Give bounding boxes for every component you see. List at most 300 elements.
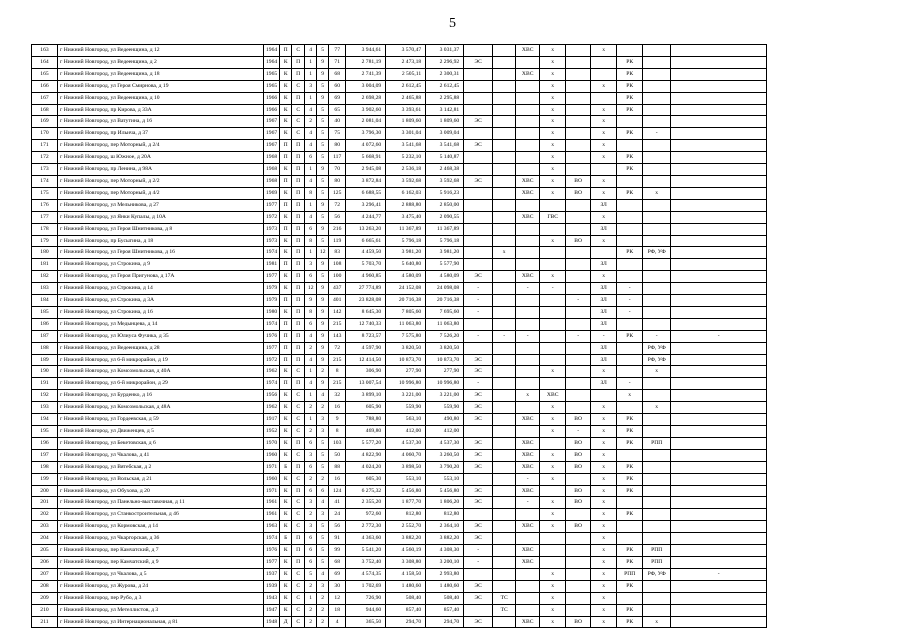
cell-col-extra [671,556,767,568]
cell-col-drainage [566,473,591,485]
cell-col-hot-water [540,354,566,366]
cell-entrances: 8 [305,306,317,318]
cell-col-drainage: ВО [566,485,591,497]
cell-col-facade [643,164,671,176]
cell-col-electric: ЭС [464,116,493,128]
cell-living-area: 2 552,70 [386,521,426,533]
cell-building-type: П [292,187,305,199]
cell-col-roof [617,402,643,414]
cell-apartments: 80 [329,175,346,187]
cell-col-gas: х [591,211,617,223]
cell-year-built: 1917 [264,414,280,426]
cell-col-heat [493,414,516,426]
cell-col-electric [464,235,493,247]
cell-col-facade [643,497,671,509]
cell-col-hot-water: х [540,497,566,509]
cell-col-cold-water [516,306,540,318]
cell-residential-area: 857,40 [426,604,464,616]
cell-residential-area: 4 537,30 [426,437,464,449]
cell-residential-area: 3 790,20 [426,461,464,473]
cell-col-roof: РК [617,580,643,592]
cell-wall-material: К [280,497,292,509]
cell-col-gas: х [591,604,617,616]
cell-floors: 9 [317,92,329,104]
cell-col-roof [617,449,643,461]
cell-building-type: П [292,306,305,318]
table-row [32,306,767,318]
cell-entrances: 1 [305,366,317,378]
cell-col-heat [493,223,516,235]
cell-wall-material: П [280,223,292,235]
cell-col-roof: - [617,295,643,307]
cell-col-drainage [566,556,591,568]
cell-total-area: 6 665,61 [346,235,386,247]
cell-floors: 5 [317,187,329,199]
cell-wall-material: П [280,140,292,152]
cell-col-heat [493,426,516,438]
cell-living-area: 2 473,18 [386,56,426,68]
cell-residential-area: 11 367,89 [426,223,464,235]
cell-col-gas: ЗЛ [591,199,617,211]
cell-row-number: 197 [32,449,58,461]
cell-col-electric: ЭС [464,271,493,283]
table-row [32,521,767,533]
cell-apartments: 71 [329,56,346,68]
cell-residential-area: 5 916,23 [426,187,464,199]
cell-apartments: 99 [329,545,346,557]
cell-col-electric: ЭС [464,521,493,533]
cell-col-cold-water [516,568,540,580]
cell-col-electric: ЭС [464,366,493,378]
cell-col-facade [643,259,671,271]
cell-floors: 4 [317,568,329,580]
cell-col-facade: РФ, УФ [643,247,671,259]
cell-col-extra [671,616,767,628]
cell-address: г Нижний Новгород, ул Строкина, д 3А [58,295,264,307]
cell-living-area: 5 796,18 [386,235,426,247]
page-number: 5 [449,16,456,31]
cell-living-area: 3 221,00 [386,390,426,402]
cell-col-drainage [566,152,591,164]
cell-col-extra: - [671,330,767,342]
cell-col-electric: ЭС [464,461,493,473]
cell-col-hot-water: х [540,235,566,247]
cell-apartments: 215 [329,318,346,330]
cell-total-area: 605,30 [346,473,386,485]
cell-col-gas: х [591,556,617,568]
cell-col-hot-water [540,199,566,211]
cell-address: г Нижний Новгород, ул Ведеенщина, д 28 [58,342,264,354]
cell-residential-area: 10 873,70 [426,354,464,366]
cell-building-type: П [292,259,305,271]
cell-col-drainage: ВО [566,521,591,533]
cell-wall-material: К [280,604,292,616]
cell-row-number: 170 [32,128,58,140]
cell-address: г Нижний Новгород, пер Моторный, д 4/2 [58,187,264,199]
cell-apartments: 77 [329,45,346,57]
cell-col-hot-water [540,437,566,449]
cell-residential-area: 277,90 [426,366,464,378]
cell-col-cold-water: - [516,283,540,295]
table-row [32,414,767,426]
cell-wall-material: К [280,247,292,259]
cell-col-drainage: ВО [566,449,591,461]
cell-col-gas: х [591,175,617,187]
cell-building-type: П [292,271,305,283]
cell-col-roof: РК [617,56,643,68]
cell-col-drainage: ВО [566,235,591,247]
cell-col-roof: РК [617,92,643,104]
cell-col-facade [643,378,671,390]
cell-total-area: 5 668,91 [346,152,386,164]
cell-year-built: 1947 [264,604,280,616]
cell-building-type: С [292,414,305,426]
cell-year-built: 1969 [264,187,280,199]
cell-residential-area: 553,10 [426,473,464,485]
cell-col-extra [671,164,767,176]
cell-living-area: 3 820,50 [386,342,426,354]
cell-col-electric: - [464,295,493,307]
cell-entrances: 4 [305,104,317,116]
cell-col-drainage [566,223,591,235]
cell-apartments: 72 [329,342,346,354]
cell-col-hot-water: х [540,140,566,152]
cell-living-area: 3 393,61 [386,104,426,116]
cell-total-area: 3 796,30 [346,128,386,140]
cell-apartments: 215 [329,378,346,390]
cell-row-number: 167 [32,92,58,104]
cell-col-gas: х [591,104,617,116]
cell-col-roof [617,521,643,533]
cell-address: г Нижний Новгород, ул Ведеенщина, д 10 [58,92,264,104]
cell-row-number: 209 [32,592,58,604]
cell-col-heat [493,616,516,628]
cell-col-extra [671,175,767,187]
cell-row-number: 178 [32,223,58,235]
cell-row-number: 199 [32,473,58,485]
cell-row-number: 201 [32,497,58,509]
cell-col-electric [464,509,493,521]
table-row [32,45,767,57]
cell-address: г Нижний Новгород, ул Вятебская, д 2 [58,461,264,473]
cell-wall-material: К [280,104,292,116]
cell-col-cold-water: - [516,473,540,485]
cell-year-built: 1956 [264,390,280,402]
cell-col-hot-water: х [540,580,566,592]
cell-wall-material: К [280,556,292,568]
cell-apartments: 69 [329,92,346,104]
table-row [32,473,767,485]
cell-col-facade [643,592,671,604]
cell-col-roof: РК [617,330,643,342]
cell-col-drainage [566,211,591,223]
cell-col-hot-water [540,378,566,390]
cell-floors: 4 [317,390,329,402]
cell-residential-area: 559,90 [426,402,464,414]
cell-col-roof [617,235,643,247]
cell-floors: 9 [317,223,329,235]
cell-total-area: 12 740,33 [346,318,386,330]
cell-year-built: 1973 [264,223,280,235]
cell-col-cold-water: ХВС [516,414,540,426]
table-row [32,604,767,616]
cell-building-type: С [292,604,305,616]
cell-year-built: 1962 [264,366,280,378]
cell-col-cold-water [516,223,540,235]
cell-floors: 9 [317,378,329,390]
cell-residential-area: 3 981,20 [426,247,464,259]
cell-col-extra [671,533,767,545]
cell-floors: 9 [317,295,329,307]
cell-address: г Нижний Новгород, пер Моторный, д 2/4 [58,140,264,152]
table-row [32,235,767,247]
cell-col-electric: - [464,330,493,342]
cell-col-extra [671,437,767,449]
cell-wall-material: К [280,211,292,223]
cell-col-hot-water: х [540,521,566,533]
cell-entrances: 3 [305,449,317,461]
cell-entrances: 4 [305,175,317,187]
cell-wall-material: К [280,509,292,521]
cell-col-heat [493,390,516,402]
cell-col-extra [671,295,767,307]
cell-floors: 2 [317,402,329,414]
cell-address: г Нижний Новгород, ул Героя Смирнова, д 19 [58,80,264,92]
cell-apartments: 124 [329,485,346,497]
cell-col-electric: ЭС [464,592,493,604]
cell-col-hot-water: х [540,509,566,521]
cell-col-facade: РПП [643,437,671,449]
housing-registry-sheet [31,44,767,628]
cell-col-hot-water [540,318,566,330]
cell-col-heat [493,366,516,378]
cell-total-area: 27 774,89 [346,283,386,295]
cell-col-extra [671,366,767,378]
cell-address: г Нижний Новгород, ул Чкалова, д 41 [58,449,264,461]
cell-col-drainage [566,509,591,521]
cell-living-area: 3 898,50 [386,461,426,473]
cell-col-cold-water: ХВС [516,449,540,461]
cell-col-hot-water: х [540,604,566,616]
cell-floors: 9 [317,56,329,68]
cell-building-type: П [292,164,305,176]
cell-col-drainage [566,56,591,68]
cell-living-area: 3 570,47 [386,45,426,57]
cell-col-facade [643,56,671,68]
cell-address: г Нижний Новгород, ул Юлиуса Фучика, д 35 [58,330,264,342]
cell-col-electric [464,128,493,140]
cell-col-electric [464,211,493,223]
cell-col-gas: ЗЛ [591,354,617,366]
cell-address: г Нижний Новгород, ул Станкостроительная, д 46 [58,509,264,521]
cell-building-type: П [292,68,305,80]
cell-col-heat [493,473,516,485]
cell-col-cold-water [516,80,540,92]
cell-year-built: 1961 [264,509,280,521]
cell-entrances: 6 [305,318,317,330]
cell-building-type: С [292,568,305,580]
cell-apartments: 68 [329,68,346,80]
cell-col-drainage [566,259,591,271]
cell-floors: 9 [317,354,329,366]
cell-col-roof: РК [617,509,643,521]
cell-floors: 5 [317,437,329,449]
cell-total-area: 469,80 [346,426,386,438]
cell-row-number: 192 [32,390,58,402]
cell-col-extra [671,509,767,521]
table-row [32,283,767,295]
cell-residential-area: 2 468,38 [426,164,464,176]
cell-wall-material: Д [280,616,292,628]
table-body [32,45,767,628]
cell-residential-area: 1 480,60 [426,580,464,592]
cell-col-heat [493,92,516,104]
cell-col-drainage [566,199,591,211]
table-row [32,568,767,580]
cell-col-drainage [566,545,591,557]
table-row [32,295,767,307]
table-row [32,164,767,176]
cell-total-area: 4 244,77 [346,211,386,223]
cell-col-cold-water [516,92,540,104]
cell-col-hot-water [540,259,566,271]
cell-living-area: 3 475,40 [386,211,426,223]
cell-building-type: П [292,330,305,342]
cell-living-area: 3 981,20 [386,247,426,259]
cell-col-electric: - [464,378,493,390]
cell-building-type: П [292,342,305,354]
cell-year-built: 1967 [264,128,280,140]
cell-building-type: П [292,461,305,473]
table-row [32,199,767,211]
cell-living-area: 3 301,04 [386,128,426,140]
cell-entrances: 4 [305,128,317,140]
cell-address: г Нижний Новгород, ул Гордеевская, д 59 [58,414,264,426]
cell-col-drainage: ВО [566,616,591,628]
cell-col-cold-water [516,56,540,68]
cell-year-built: 1963 [264,521,280,533]
cell-total-area: 3 899,10 [346,390,386,402]
cell-residential-area: 2 993,80 [426,568,464,580]
cell-col-hot-water: х [540,402,566,414]
cell-residential-area: 2 090,55 [426,211,464,223]
cell-year-built: 1971 [264,485,280,497]
cell-residential-area: 4 580,09 [426,271,464,283]
table-row [32,271,767,283]
cell-col-roof: - [617,306,643,318]
cell-floors: 5 [317,152,329,164]
cell-col-gas: х [591,580,617,592]
cell-floors: 5 [317,128,329,140]
cell-apartments: 91 [329,533,346,545]
cell-col-cold-water [516,104,540,116]
cell-address: г Нижний Новгород, ул Мельникова, д 27 [58,199,264,211]
cell-col-roof [617,199,643,211]
cell-year-built: 1970 [264,437,280,449]
table-row [32,342,767,354]
cell-entrances: 2 [305,402,317,414]
cell-col-hot-water [540,485,566,497]
cell-col-roof [617,592,643,604]
cell-wall-material: К [280,271,292,283]
cell-col-heat [493,354,516,366]
cell-apartments: 215 [329,354,346,366]
cell-year-built: 1981 [264,259,280,271]
cell-col-facade: х [643,187,671,199]
cell-col-hot-water: х [540,366,566,378]
cell-total-area: 3 902,60 [346,104,386,116]
cell-entrances: 2 [305,580,317,592]
cell-apartments: 56 [329,211,346,223]
cell-apartments: 32 [329,390,346,402]
cell-col-cold-water: ХВС [516,485,540,497]
cell-year-built: 1965 [264,80,280,92]
cell-address: г Нижний Новгород, ул Панельно-выставочная, д 11 [58,497,264,509]
cell-col-extra [671,318,767,330]
cell-living-area: 20 716,38 [386,295,426,307]
cell-col-gas: ЗЛ [591,295,617,307]
cell-year-built: 1979 [264,295,280,307]
cell-col-gas: ЗЛ [591,318,617,330]
cell-col-gas: х [591,414,617,426]
cell-col-drainage [566,568,591,580]
cell-col-heat [493,402,516,414]
cell-col-extra [671,545,767,557]
cell-living-area: 857,40 [386,604,426,616]
cell-col-gas: х [591,485,617,497]
cell-living-area: 4 537,30 [386,437,426,449]
cell-entrances: 6 [305,485,317,497]
cell-col-gas: х [591,437,617,449]
cell-building-type: С [292,80,305,92]
cell-col-facade [643,390,671,402]
cell-address: г Нижний Новгород, ул 6-й микрорайон, д 29 [58,378,264,390]
cell-row-number: 203 [32,521,58,533]
cell-col-facade [643,223,671,235]
cell-col-heat [493,104,516,116]
cell-col-electric [464,318,493,330]
cell-col-extra [671,580,767,592]
cell-living-area: 3 308,80 [386,556,426,568]
cell-col-gas: х [591,152,617,164]
cell-col-facade [643,68,671,80]
cell-col-electric: ЭС [464,414,493,426]
cell-year-built: 1968 [264,175,280,187]
cell-floors: 3 [317,509,329,521]
cell-building-type: П [292,318,305,330]
table-row [32,426,767,438]
cell-living-area: 3 541,68 [386,140,426,152]
cell-building-type: П [292,437,305,449]
cell-living-area: 559,90 [386,402,426,414]
cell-col-roof: РПП [617,568,643,580]
cell-col-cold-water [516,116,540,128]
cell-col-roof: РК [617,68,643,80]
cell-col-extra [671,485,767,497]
table-row [32,354,767,366]
cell-col-hot-water [540,342,566,354]
cell-col-roof [617,223,643,235]
cell-col-gas: х [591,568,617,580]
cell-row-number: 211 [32,616,58,628]
table-row [32,545,767,557]
cell-col-heat [493,283,516,295]
cell-col-hot-water: х [540,164,566,176]
cell-col-cold-water [516,259,540,271]
cell-row-number: 176 [32,199,58,211]
cell-entrances: 1 [305,247,317,259]
cell-residential-area: 3 820,50 [426,342,464,354]
